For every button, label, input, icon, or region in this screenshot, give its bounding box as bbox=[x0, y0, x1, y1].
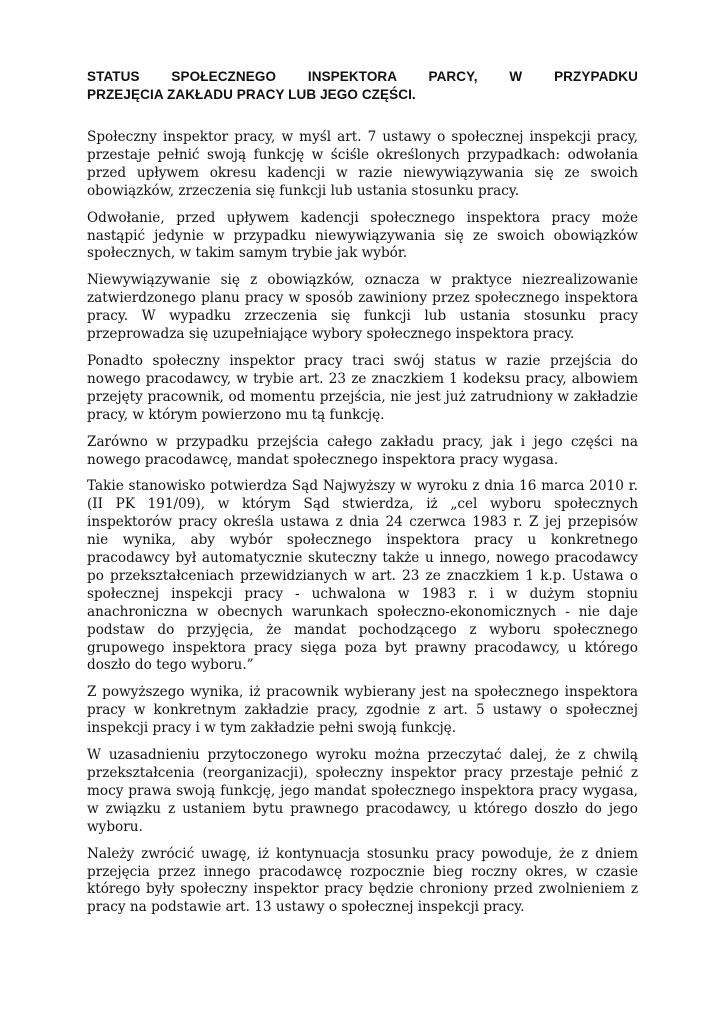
document-title-line-1: STATUS SPOŁECZNEGO INSPEKTORA PARCY, W PRZYPADKU bbox=[87, 69, 638, 84]
paragraph-7: Z powyższego wynika, iż pracownik wybierany jest na społecznego inspektora pracy w konkretnym zakładzie pracy, zgodnie z art. 5 ustawy o społecznej inspekcji pracy i w tym zakładzie pełni swoją funkcję. bbox=[87, 684, 638, 737]
paragraph-1: Społeczny inspektor pracy, w myśl art. 7 ustawy o społecznej inspekcji pracy, przestaje pełnić swoją funkcję w ściśle określonych przypadkach: odwołania przed upływem okresu kadencji w razie niewywiązywania się ze swoich obowiązków, zrzeczenia się funkcji lub ustania stosunku pracy. bbox=[87, 129, 638, 199]
document-title-line-2: PRZEJĘCIA ZAKŁADU PRACY LUB JEGO CZĘŚCI. bbox=[87, 87, 416, 102]
document-page bbox=[87, 68, 638, 926]
paragraph-3: Niewywiązywanie się z obowiązków, oznacza w praktyce niezrealizowanie zatwierdzonego planu pracy w sposób zawiniony przez społecznego inspektora pracy. W wypadku zrzeczenia się funkcji lub ustania stosunku pracy przeprowadza się uzupełniające wybory społecznego inspektora pracy. bbox=[87, 272, 638, 343]
paragraph-4: Ponadto społeczny inspektor pracy traci swój status w razie przejścia do nowego pracodawcy, w trybie art. 23 ze znaczkiem 1 kodeksu pracy, albowiem przejęty pracownik, od momentu przejścia, nie jest już zatrudniony w zakładzie pracy, w którym powierzono mu tą funkcję. bbox=[87, 352, 638, 423]
paragraph-2: Odwołanie, przed upływem kadencji społecznego inspektora pracy może nastąpić jedynie w przypadku niewywiązywania się ze swoich obowiązków społecznych, w takim samym trybie jak wybór. bbox=[87, 209, 638, 262]
document-title bbox=[87, 68, 638, 104]
paragraph-8: W uzasadnieniu przytoczonego wyroku można przeczytać dalej, że z chwilą przekształcenia (reorganizacji), społeczny inspektor pracy przestaje pełnić z mocy prawa swoją funkcję, jego mandat społecznego inspektora pracy wygasa, w związku z ustaniem bytu prawnego pracodawcy, u którego doszło do jego wyboru. bbox=[87, 747, 638, 835]
paragraph-9: Należy zwrócić uwagę, iż kontynuacja stosunku pracy powoduje, że z dniem przejęcia przez innego pracodawcę rozpocznie bieg roczny okres, w czasie którego były społeczny inspektor pracy będzie chroniony przed zwolnieniem z pracy na podstawie art. 13 ustawy o społecznej inspekcji pracy. bbox=[87, 845, 638, 916]
paragraph-5: Zarówno w przypadku przejścia całego zakładu pracy, jak i jego części na nowego pracodawcę, mandat społecznego inspektora pracy wygasa. bbox=[87, 433, 638, 468]
paragraph-6: Takie stanowisko potwierdza Sąd Najwyższy w wyroku z dnia 16 marca 2010 r. (II PK 191/09), w którym Sąd stwierdza, iż „cel wyboru społecznych inspektorów pracy określa ustawa z dnia 24 czerwca 1983 r. Z jej przepisów nie wynika, aby wybór społecznego inspektora pracy u konkretnego pracodawcy był automatycznie skuteczny także u innego, nowego pracodawcy po przekształceniach przewidzianych w art. 23 ze znaczkiem 1 k.p. Ustawa o społecznej inspekcji pracy - uchwalona w 1983 r. i w dużym stopniu anachroniczna w obecnych warunkach społeczno-ekonomicznych - nie daje podstaw do przyjęcia, że mandat pochodzącego z wyboru społecznego grupowego inspektora pracy sięga poza byt prawny pracodawcy, u którego doszło do tego wyboru.” bbox=[87, 478, 638, 674]
